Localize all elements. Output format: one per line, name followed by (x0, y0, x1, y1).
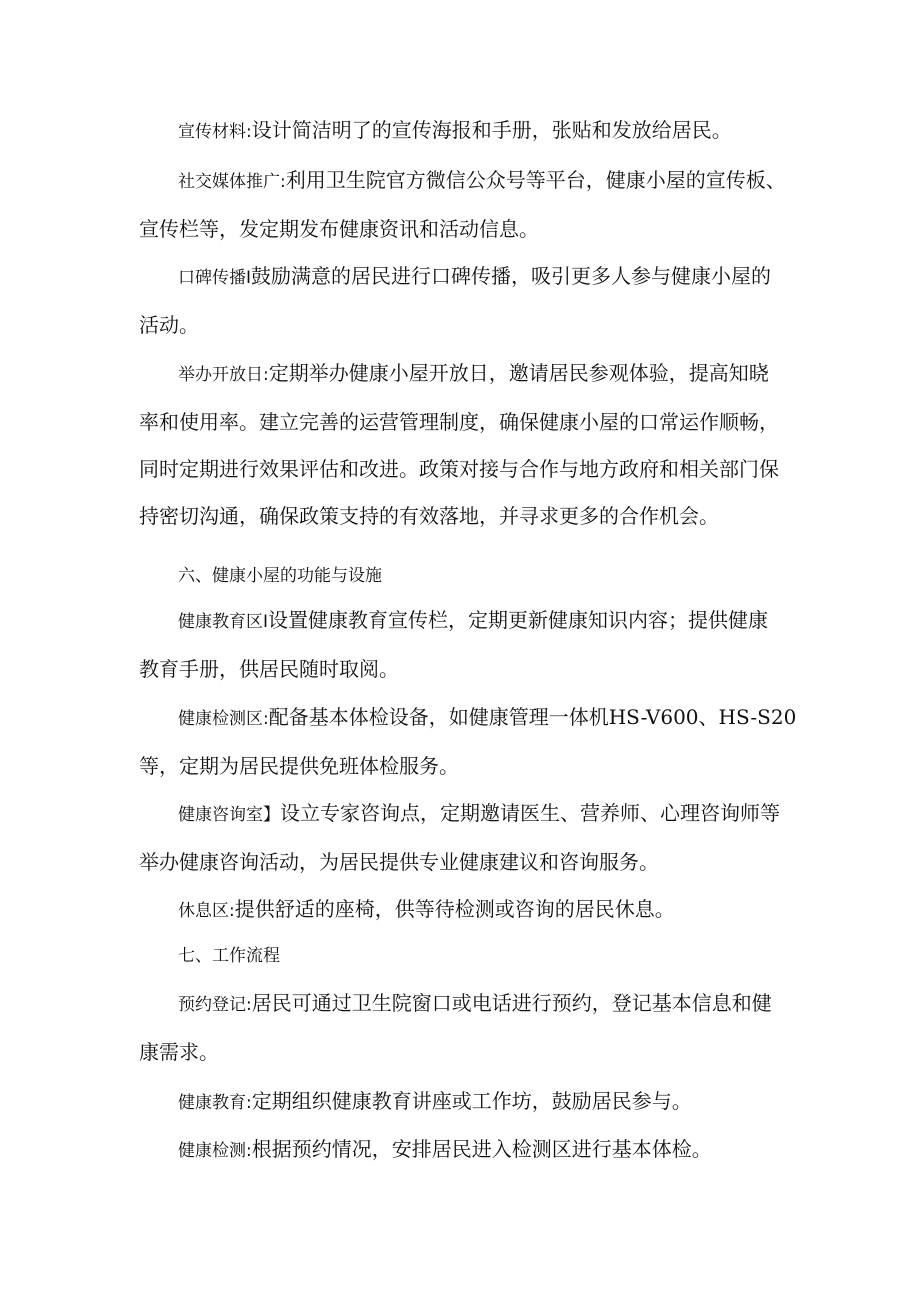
paragraph-line (139, 694, 799, 743)
paragraph-line (139, 107, 799, 156)
paragraph-line: 等，定期为居民提供免班体检服务。 (139, 754, 459, 778)
paragraph-line: 率和使用率。建立完善的运营管理制度，确保健康小屋的口常运作顺畅， (139, 410, 779, 434)
paragraph-line (139, 253, 799, 302)
paragraph-line: 康需求。 (139, 1040, 219, 1064)
paragraph-text: 设计简洁明了的宣传海报和手册，张贴和发放给居民。 (251, 118, 732, 142)
paragraph-line (139, 1126, 799, 1175)
paragraph-text: 设立专家咨询点，定期邀请医生、营养师、心理咨询师等 (280, 801, 780, 825)
paragraph-testing-zone (139, 694, 799, 790)
paragraph-open-day (139, 350, 799, 540)
paragraph-text: 定期举办健康小屋开放日，邀请居民参观体验，提高知晓 (268, 361, 769, 385)
term-label: 口碑传播I (178, 268, 252, 288)
paragraph-word-of-mouth (139, 253, 799, 349)
paragraph-line: 教育手册，供居民随时取阅。 (139, 657, 399, 681)
term-label: 预约登记: (178, 995, 252, 1015)
paragraph-rest-area (139, 886, 799, 935)
paragraph-health-education (139, 1078, 799, 1127)
term-label: 休息区: (178, 901, 235, 921)
paragraph-text: 提供舒适的座椅，供等待检测或咨询的居民休息。 (234, 897, 675, 921)
paragraph-text: 根据预约情况，安排居民进入检测区进行基本体检。 (251, 1137, 712, 1161)
section-heading-seven: 七、工作流程 (178, 946, 280, 966)
paragraph-line (139, 1078, 799, 1127)
paragraph-text: 设置健康教育宣传栏，定期更新健康知识内容；提供健康 (268, 608, 769, 632)
term-label: 健康教育区I (178, 612, 269, 632)
paragraph-text: 鼓励满意的居民进行口碑传播，吸引更多人参与健康小屋的 (251, 264, 772, 288)
paragraph-promo-materials (139, 107, 799, 156)
term-label: 健康检测: (178, 1141, 252, 1161)
section-heading-six: 六、健康小屋的功能与设施 (178, 566, 382, 586)
paragraph-line (139, 790, 799, 839)
paragraph-education-zone (139, 597, 799, 693)
paragraph-line (139, 980, 799, 1029)
paragraph-line: 宣传栏等，发定期发布健康资讯和活动信息。 (139, 217, 539, 241)
paragraph-registration (139, 980, 799, 1076)
paragraph-health-testing (139, 1126, 799, 1175)
paragraph-text: 定期组织健康教育讲座或工作坊，鼓励居民参与。 (251, 1089, 692, 1113)
term-label: 健康检测区: (178, 709, 269, 729)
paragraph-text: 利用卫生院官方微信公众号等平台，健康小屋的宣传板、 (285, 168, 786, 192)
paragraph-social-media (139, 157, 799, 253)
paragraph-consult-room (139, 790, 799, 886)
paragraph-line (139, 886, 799, 935)
paragraph-line: 同时定期进行效果评估和改进。政策对接与合作与地方政府和相关部门保 (139, 457, 779, 481)
term-label: 社交媒体推广: (178, 172, 286, 192)
paragraph-line (139, 350, 799, 399)
term-label: 举办开放日: (178, 365, 269, 385)
term-label: 健康教育: (178, 1093, 252, 1113)
term-label: 宣传材料: (178, 122, 252, 142)
paragraph-line: 举办健康咨询活动，为居民提供专业健康建议和咨询服务。 (139, 850, 659, 874)
paragraph-line: 持密切沟通，确保政策支持的有效落地，并寻求更多的合作机会。 (139, 504, 719, 528)
paragraph-line: 活动。 (139, 313, 199, 337)
paragraph-text: 居民可通过卫生院窗口或电话进行预约，登记基本信息和健 (251, 991, 772, 1015)
paragraph-text: 配备基本体检设备，如健康管理一体机HS-V600、HS-S20 (268, 705, 797, 729)
term-label: 健康咨询室】 (178, 805, 280, 825)
paragraph-line (139, 597, 799, 646)
paragraph-line (139, 157, 799, 206)
